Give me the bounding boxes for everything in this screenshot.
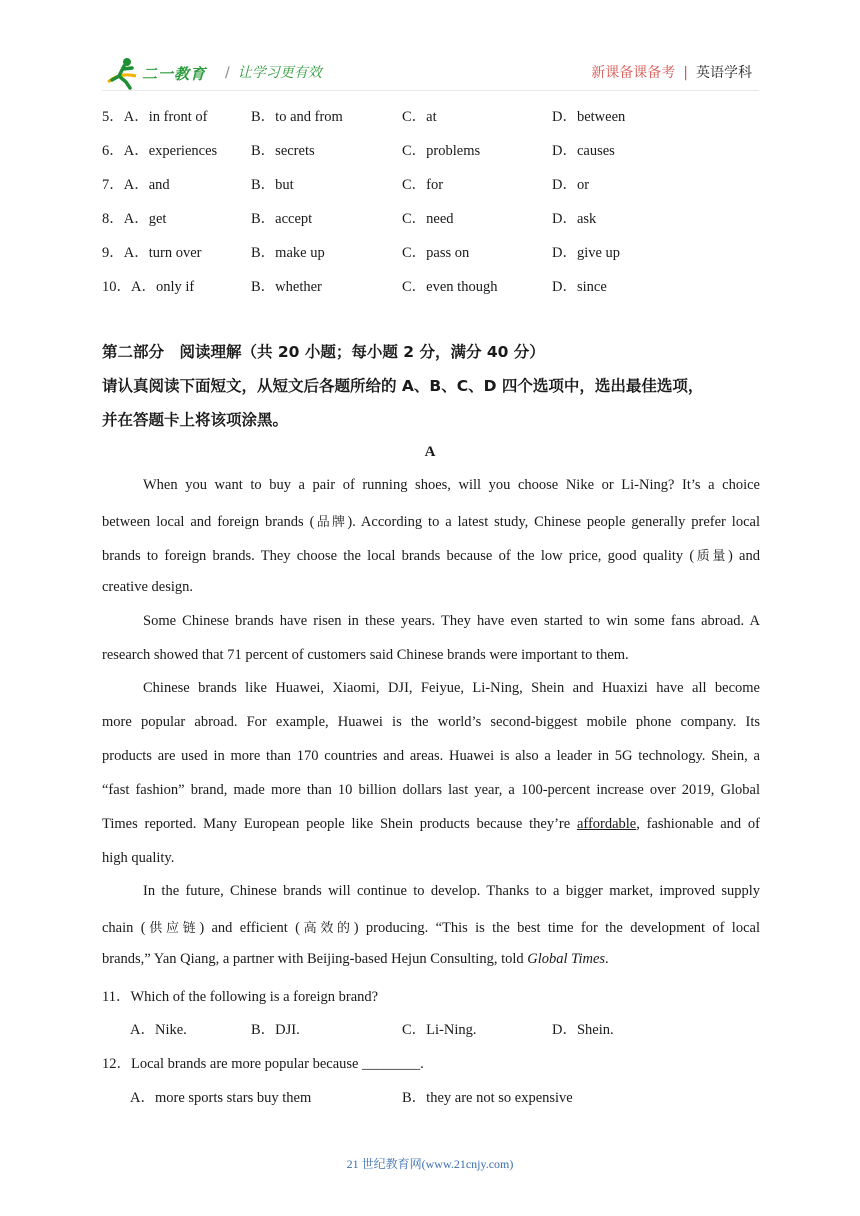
option-d: D．ask bbox=[552, 211, 597, 227]
passage-line bbox=[102, 816, 760, 833]
instruction-line-2: 并在答题卡上将该项涂黑。 bbox=[102, 411, 289, 429]
passage-line: Some Chinese brands have risen in these years. They have even started to win some fans abroad. A bbox=[143, 613, 760, 629]
passage-label: A bbox=[424, 444, 436, 460]
option-a: 8．A．get bbox=[102, 211, 167, 227]
logo bbox=[102, 56, 210, 90]
text-run: , fashionable and of bbox=[636, 816, 760, 832]
answer-a: A．more sports stars buy them bbox=[130, 1090, 312, 1106]
option-b: B．but bbox=[251, 177, 294, 193]
option-b: B．accept bbox=[251, 211, 313, 227]
passage-line: creative design. bbox=[102, 579, 193, 595]
option-a: 7．A．and bbox=[102, 177, 170, 193]
option-c: C．for bbox=[402, 177, 444, 193]
option-c: C．at bbox=[402, 109, 437, 125]
option-d: D．since bbox=[552, 279, 607, 295]
chinese-gloss: 品牌 bbox=[314, 515, 348, 530]
passage-line bbox=[102, 545, 760, 565]
option-c: C．problems bbox=[402, 143, 481, 159]
passage-line: high quality. bbox=[102, 850, 175, 866]
text-run: ). According to a latest study, Chinese people generally prefer local bbox=[347, 514, 760, 530]
option-b: B．secrets bbox=[251, 143, 315, 159]
option-a: 10．A．only if bbox=[102, 279, 195, 295]
option-c: C．even though bbox=[402, 279, 498, 295]
option-d: D．give up bbox=[552, 245, 621, 261]
runner-logo-icon bbox=[102, 56, 142, 90]
option-c: C．need bbox=[402, 211, 454, 227]
option-b: B．whether bbox=[251, 279, 322, 295]
text-run: ) and bbox=[728, 548, 760, 564]
answer-b: B．DJI. bbox=[251, 1022, 300, 1038]
passage-line: more popular abroad. For example, Huawei is the world’s second-biggest mobile phone company. Its bbox=[102, 714, 760, 730]
course-label: 新课备课备考 bbox=[591, 65, 676, 81]
header-divider bbox=[102, 90, 759, 91]
option-d: D．causes bbox=[552, 143, 615, 159]
header-separator: | bbox=[683, 65, 688, 81]
option-a: 9．A．turn over bbox=[102, 245, 202, 261]
slogan bbox=[225, 62, 322, 82]
subject-name: 英语学科 bbox=[696, 65, 752, 81]
option-d: D．or bbox=[552, 177, 590, 193]
passage-line: research showed that 71 percent of customers said Chinese brands were important to them. bbox=[102, 647, 629, 663]
answer-row-12 bbox=[130, 1086, 760, 1108]
instruction-line-1: 请认真阅读下面短文，从短文后各题所给的 A、B、C、D 四个选项中，选出最佳选项， bbox=[102, 377, 704, 395]
passage-line bbox=[102, 917, 760, 937]
text-run: Times reported. Many European people like Shein products because they’re bbox=[102, 816, 577, 832]
text-run: chain ( bbox=[102, 920, 146, 936]
passage-line: When you want to buy a pair of running shoes, will you choose Nike or Li-Ning? It’s a choice bbox=[143, 477, 760, 493]
option-b: B．to and from bbox=[251, 109, 343, 125]
section-title: 第二部分 阅读理解（共 20 小题；每小题 2 分，满分 40 分） bbox=[102, 343, 545, 361]
passage-line bbox=[102, 951, 760, 968]
option-row-8 bbox=[102, 207, 762, 229]
slogan-text: 让学习更有效 bbox=[237, 65, 322, 81]
answer-a: A．Nike. bbox=[130, 1022, 187, 1038]
answer-c: C．Li-Ning. bbox=[402, 1022, 477, 1038]
text-run: brands to foreign brands. They choose the local brands because of the low price, good quality ( bbox=[102, 548, 695, 564]
passage-line: Chinese brands like Huawei, Xiaomi, DJI, Feiyue, Li-Ning, Shein and Huaxizi have all become bbox=[143, 680, 760, 696]
subject-label bbox=[591, 62, 752, 82]
text-run: brands,” Yan Qiang, a partner with Beijing-based Hejun Consulting, told bbox=[102, 951, 528, 967]
chinese-gloss: 高效的 bbox=[299, 921, 354, 936]
passage-line: “fast fashion” brand, made more than 10 billion dollars last year, a 100-percent increase over 2019, Global bbox=[102, 782, 760, 798]
text-run: ) and efficient ( bbox=[199, 920, 300, 936]
question-11: 11．Which of the following is a foreign brand? bbox=[102, 989, 379, 1005]
answer-d: D．Shein. bbox=[552, 1022, 614, 1038]
text-run: . bbox=[605, 951, 609, 967]
option-row-9 bbox=[102, 241, 762, 263]
footer-source: 21 世纪教育网(www.21cnjy.com) bbox=[346, 1157, 514, 1171]
option-row-5 bbox=[102, 105, 762, 127]
option-row-10 bbox=[102, 275, 762, 297]
option-row-6 bbox=[102, 139, 762, 161]
logo-text: 二一教育 bbox=[142, 65, 207, 83]
option-row-7 bbox=[102, 173, 762, 195]
option-d: D．between bbox=[552, 109, 626, 125]
text-run: ) producing. “This is the best time for the development of local bbox=[353, 920, 760, 936]
page-header bbox=[0, 0, 860, 100]
passage-line: products are used in more than 170 countries and areas. Huawei is also a leader in 5G technology. Shein, a bbox=[102, 748, 760, 764]
passage-line bbox=[102, 511, 760, 531]
answer-row-11 bbox=[130, 1018, 760, 1040]
text-run: between local and foreign brands ( bbox=[102, 514, 315, 530]
option-a: 5．A．in front of bbox=[102, 109, 208, 125]
question-12: 12．Local brands are more popular because ________. bbox=[102, 1056, 424, 1072]
option-b: B．make up bbox=[251, 245, 325, 261]
chinese-gloss: 供应链 bbox=[145, 921, 200, 936]
italic-title: Global Times bbox=[527, 951, 606, 967]
option-a: 6．A．experiences bbox=[102, 143, 218, 159]
underlined-word: affordable bbox=[576, 816, 637, 832]
passage-line: In the future, Chinese brands will continue to develop. Thanks to a bigger market, improved supply bbox=[143, 883, 760, 899]
chinese-gloss: 质量 bbox=[694, 549, 728, 564]
slogan-slash: / bbox=[225, 65, 230, 81]
answer-b: B．they are not so expensive bbox=[402, 1090, 573, 1106]
option-c: C．pass on bbox=[402, 245, 470, 261]
